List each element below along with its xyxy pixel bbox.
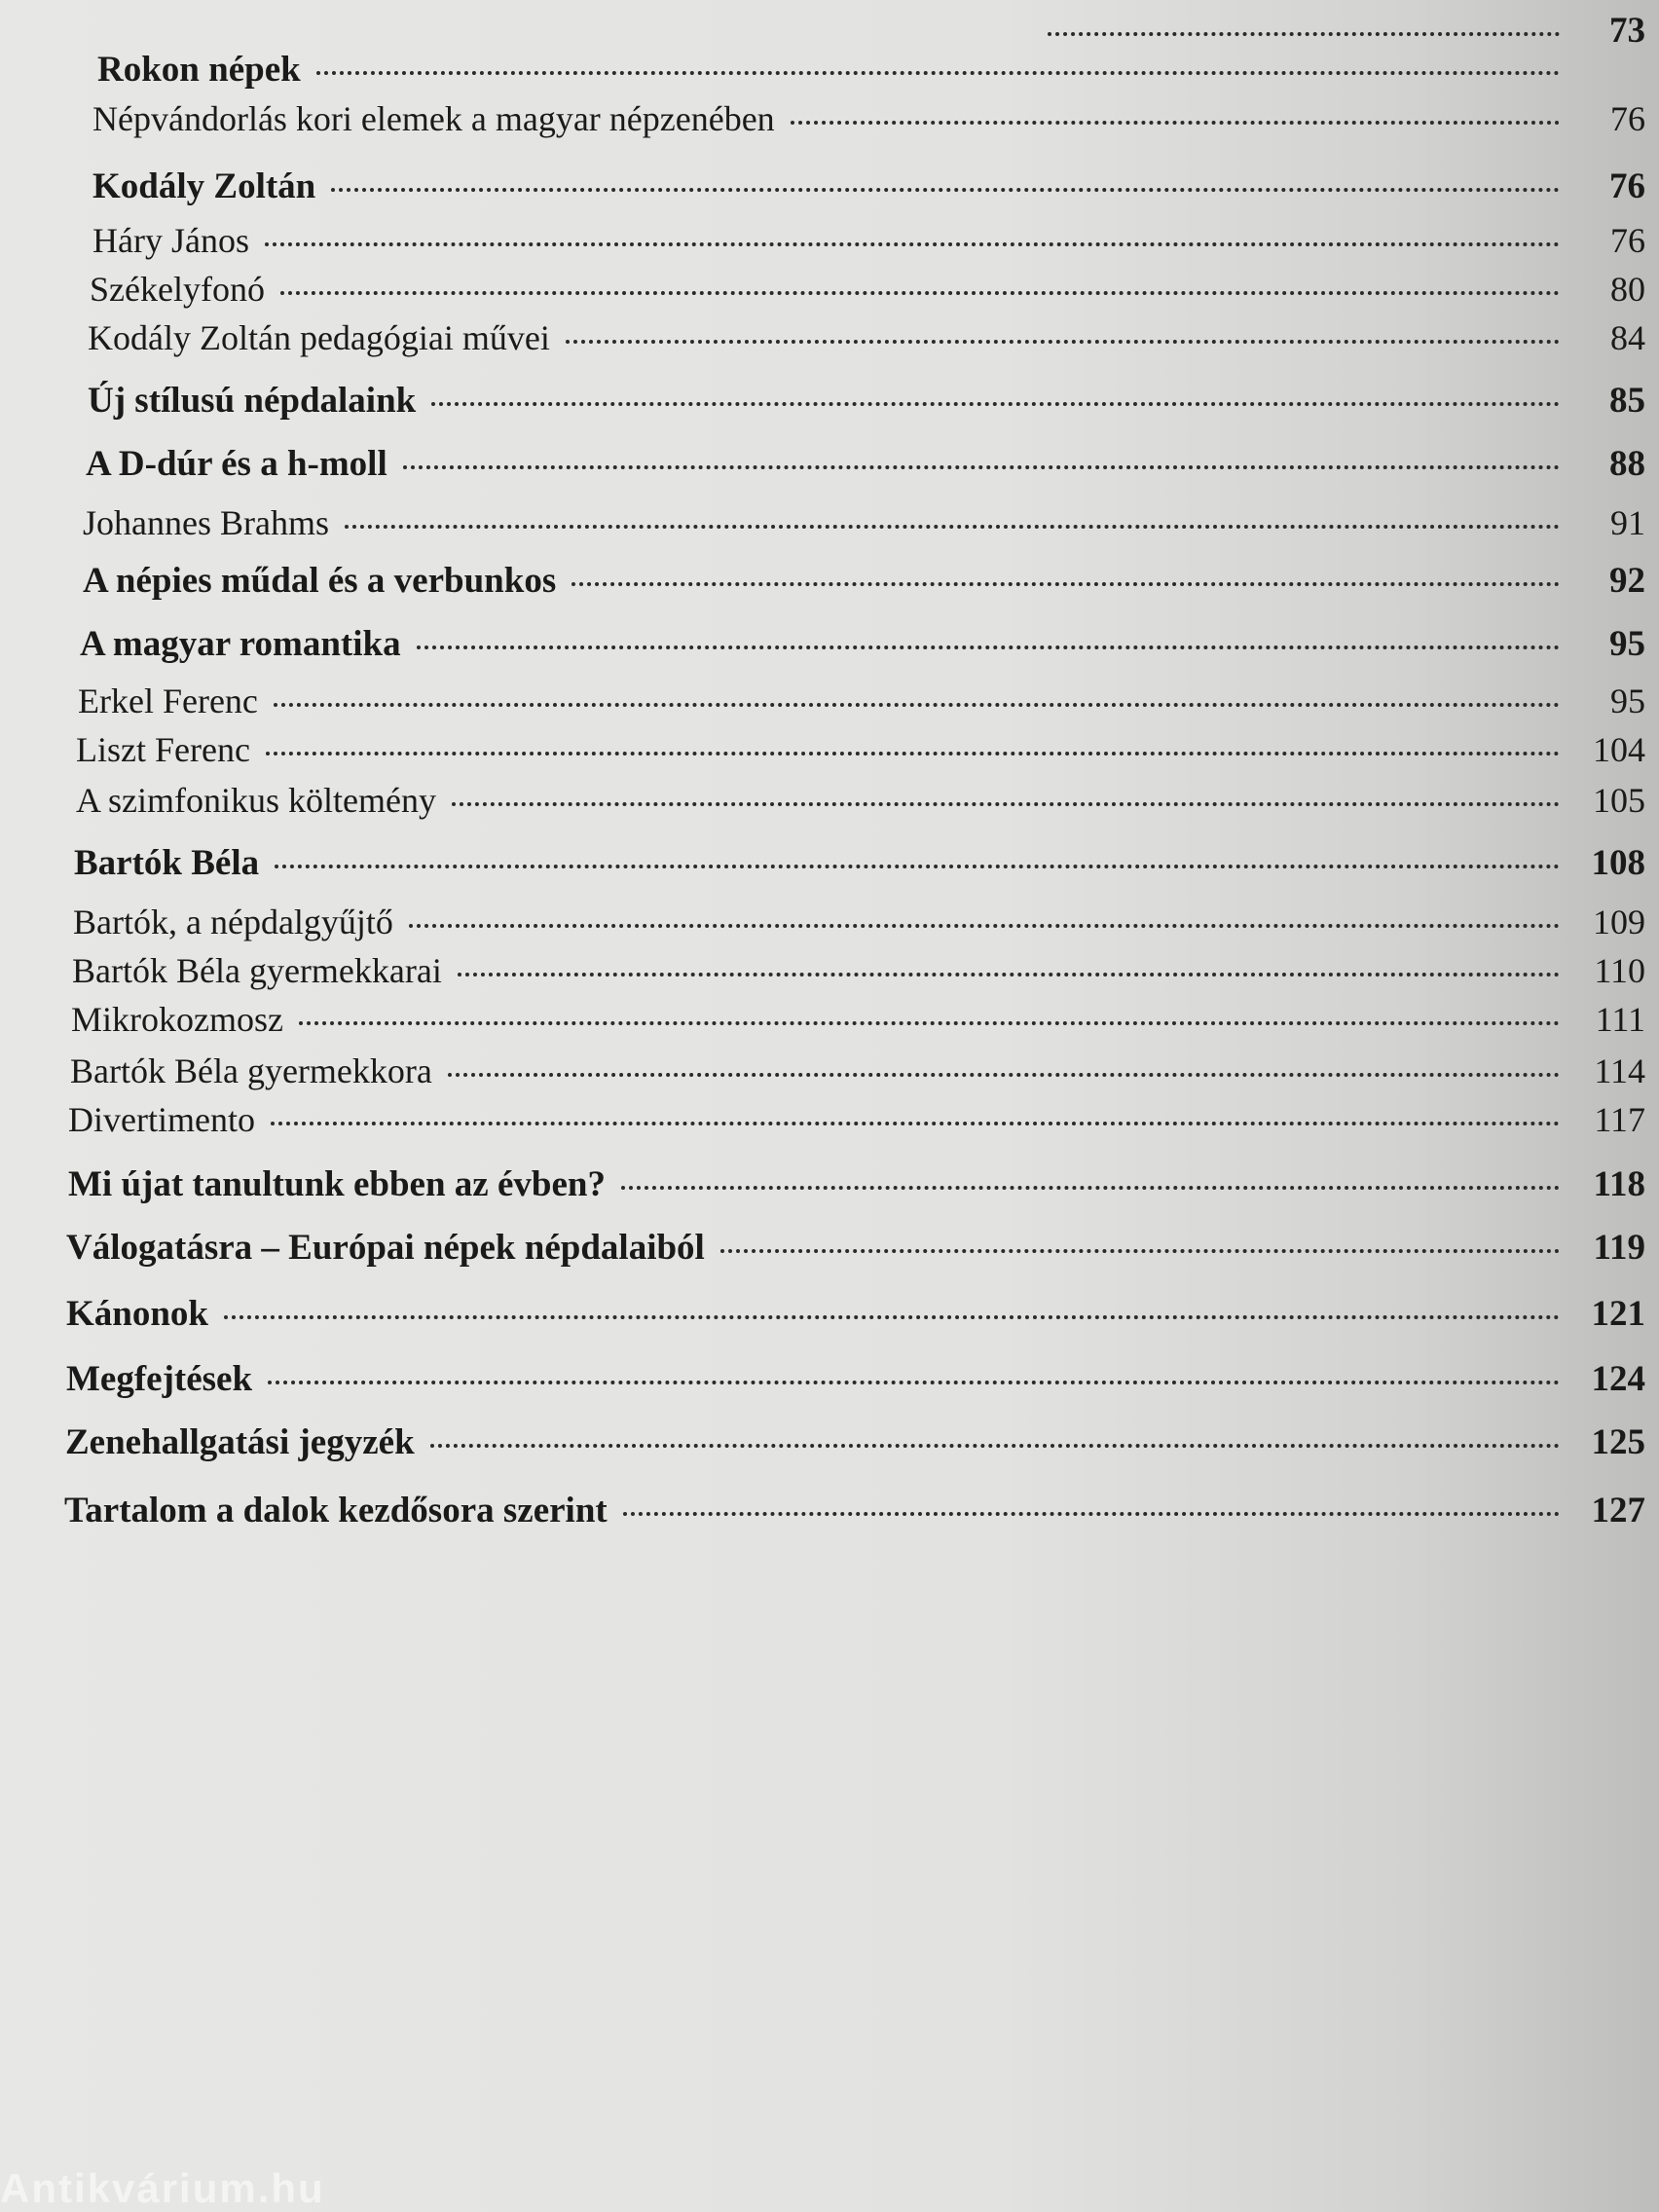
dot-leader <box>1048 30 1560 36</box>
toc-entry-title: Kodály Zoltán pedagógiai művei <box>88 318 550 357</box>
toc-entry-page: 73 <box>1609 11 1645 51</box>
toc-entry-title: Zenehallgatási jegyzék <box>65 1422 415 1462</box>
toc-entry <box>92 97 1645 140</box>
toc-entry <box>92 219 1645 262</box>
toc-entry <box>1042 10 1645 53</box>
toc-entry-title: Bartók Béla <box>74 843 260 883</box>
toc-entry <box>83 501 1645 544</box>
toc-entry-page: 110 <box>1594 951 1645 990</box>
toc-entry <box>83 560 1645 603</box>
dot-leader <box>458 971 1560 977</box>
dot-leader <box>430 1442 1560 1448</box>
dot-leader <box>431 400 1560 406</box>
toc-entry-page: 76 <box>1610 99 1645 138</box>
toc-entry-title: Johannes Brahms <box>83 503 329 542</box>
toc-entry <box>76 728 1645 771</box>
dot-leader <box>224 1313 1560 1319</box>
watermark: Antikvárium.hu <box>0 2165 325 2211</box>
dot-leader <box>417 644 1560 649</box>
dot-leader <box>265 240 1560 246</box>
dot-leader <box>268 1379 1560 1384</box>
dot-leader <box>331 186 1560 192</box>
toc-entry-page: 85 <box>1609 381 1645 421</box>
toc-entry-page: 114 <box>1594 1051 1645 1090</box>
dot-leader <box>621 1184 1560 1190</box>
toc-entry-title: Tartalom a dalok kezdősora szerint <box>64 1491 608 1530</box>
toc-entry <box>66 1358 1645 1401</box>
dot-leader <box>316 69 1560 75</box>
dot-leader <box>623 1510 1560 1516</box>
toc-entry-page: 105 <box>1593 781 1645 820</box>
dot-leader <box>299 1019 1560 1025</box>
toc-entry <box>74 842 1645 885</box>
toc-entry-page: 95 <box>1609 624 1645 664</box>
toc-entry <box>88 316 1645 359</box>
toc-entry <box>80 623 1645 666</box>
toc-entry <box>71 998 1645 1041</box>
toc-entry-page: 117 <box>1594 1100 1645 1139</box>
toc-entry-page: 91 <box>1610 503 1645 542</box>
toc-entry-page: 125 <box>1591 1422 1645 1462</box>
dot-leader <box>720 1247 1560 1253</box>
dot-leader <box>271 1120 1560 1125</box>
toc-entry-title: Megfejtések <box>66 1359 253 1399</box>
toc-entry <box>92 166 1645 208</box>
dot-leader <box>566 338 1560 344</box>
toc-entry <box>68 1163 1645 1206</box>
toc-entry <box>78 680 1645 722</box>
toc-entry-title: Bartók, a népdalgyűjtő <box>73 903 393 941</box>
toc-entry-page: 76 <box>1609 166 1645 206</box>
toc-entry-title: A szimfonikus költemény <box>76 781 436 820</box>
toc-entry <box>86 443 1645 486</box>
dot-leader <box>345 523 1560 529</box>
dot-leader <box>409 922 1560 928</box>
toc-entry-page: 84 <box>1610 318 1645 357</box>
dot-leader <box>571 580 1560 586</box>
dot-leader <box>403 463 1560 469</box>
toc-entry-page: 104 <box>1593 730 1645 769</box>
toc-entry-page: 108 <box>1591 843 1645 883</box>
toc-entry-page: 80 <box>1610 270 1645 309</box>
dot-leader <box>791 119 1560 125</box>
toc-entry-page: 118 <box>1593 1164 1645 1204</box>
toc-entry <box>64 1490 1645 1532</box>
toc-entry-title: Bartók Béla gyermekkarai <box>72 951 442 990</box>
toc-entry-title: Bartók Béla gyermekkora <box>70 1051 432 1090</box>
toc-entry <box>72 949 1645 992</box>
toc-entry <box>90 268 1645 311</box>
toc-entry <box>76 779 1645 822</box>
toc-entry <box>73 901 1645 943</box>
toc-entry-page: 76 <box>1610 221 1645 260</box>
toc-entry-page: 92 <box>1609 561 1645 601</box>
toc-entry <box>88 380 1645 423</box>
toc-entry-page: 127 <box>1591 1491 1645 1530</box>
toc-entry-page: 119 <box>1593 1228 1645 1268</box>
toc-entry-title: Új stílusú népdalaink <box>88 381 417 421</box>
toc-entry <box>70 1050 1645 1092</box>
toc-entry <box>66 1227 1645 1270</box>
dot-leader <box>280 289 1560 295</box>
toc-entry-title: Divertimento <box>68 1100 255 1139</box>
toc-entry-page: 111 <box>1595 1000 1645 1039</box>
toc-entry <box>68 1098 1645 1141</box>
toc-entry-page: 88 <box>1609 444 1645 484</box>
toc-entry-title: Liszt Ferenc <box>76 730 250 769</box>
toc-entry <box>97 49 1645 92</box>
toc-entry-page: 95 <box>1610 682 1645 720</box>
toc-entry-page: 121 <box>1591 1294 1645 1334</box>
toc-entry-page: 124 <box>1591 1359 1645 1399</box>
dot-leader <box>266 750 1560 756</box>
dot-leader <box>274 701 1560 707</box>
toc-entry-title: Népvándorlás kori elemek a magyar népzenében <box>92 99 775 138</box>
toc-entry <box>66 1293 1645 1336</box>
dot-leader <box>448 1071 1560 1077</box>
toc-entry-title: A népies műdal és a verbunkos <box>83 561 557 601</box>
toc-entry-title: Mikrokozmosz <box>71 1000 283 1039</box>
toc-entry-title: Kodály Zoltán <box>92 166 316 206</box>
toc-entry-title: Kánonok <box>66 1294 209 1334</box>
toc-entry-title: Erkel Ferenc <box>78 682 258 720</box>
toc-entry-title: Rokon népek <box>97 50 301 90</box>
toc-entry-page: 109 <box>1593 903 1645 941</box>
toc-entry-title: Válogatásra – Európai népek népdalaiból <box>66 1228 705 1268</box>
toc-entry-title: A D-dúr és a h-moll <box>86 444 387 484</box>
toc-entry-title: Mi újat tanultunk ebben az évben? <box>68 1164 606 1204</box>
dot-leader <box>452 800 1560 806</box>
toc-entry-title: A magyar romantika <box>80 624 401 664</box>
toc-entry <box>65 1421 1645 1464</box>
toc-entry-title: Székelyfonó <box>90 270 265 309</box>
dot-leader <box>275 863 1560 868</box>
toc-entry-title: Háry János <box>92 221 249 260</box>
